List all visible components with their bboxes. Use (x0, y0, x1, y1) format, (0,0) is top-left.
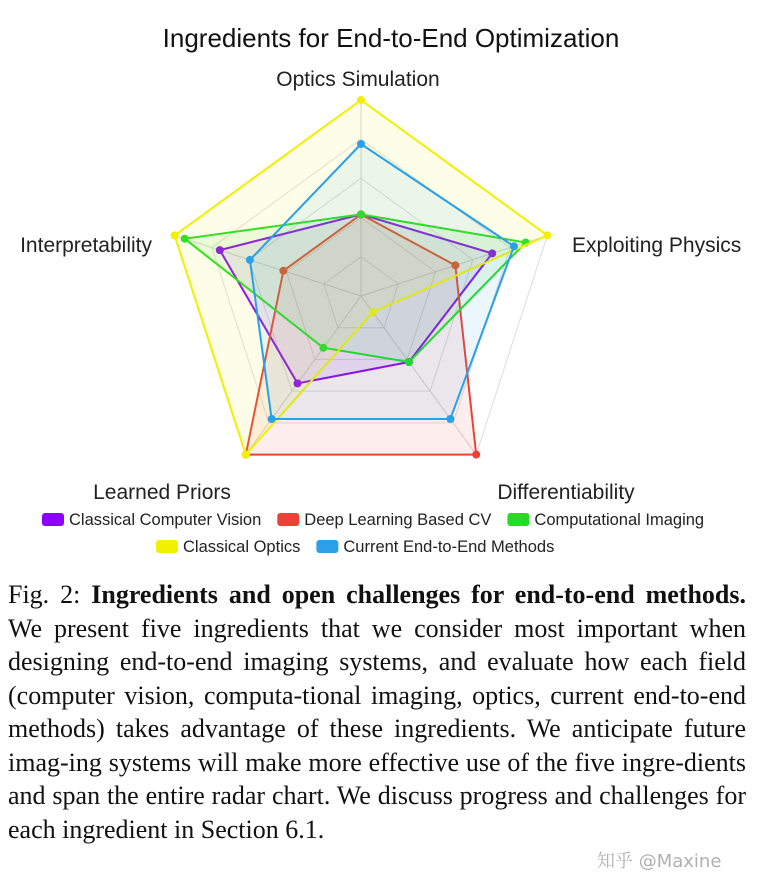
caption-body: We present five ingredients that we consider most important when designing end-to-end imaging systems, and evaluate how each field (computer vision, computa-tional imaging, optics, current end-to-end methods) takes advantage of these ingredients. We anticipate future imag-ing systems will make more effective use of the five ingre-dients and span the entire radar chart. We discuss progress and challenges for each ingredient in Section 6.1. (8, 613, 746, 844)
point-current-end-to-end-methods (357, 140, 365, 148)
legend-label-current-end-to-end-methods: Current End-to-End Methods (343, 538, 555, 556)
legend-swatch-classical-computer-vision (42, 513, 64, 526)
point-current-end-to-end-methods (268, 415, 276, 423)
point-current-end-to-end-methods (246, 256, 254, 264)
legend-label-classical-computer-vision: Classical Computer Vision (69, 511, 262, 529)
watermark: 知乎 @Maxine (597, 851, 722, 872)
axis-label-learned-priors: Learned Priors (93, 481, 231, 504)
legend-swatch-deep-learning-based-cv (277, 513, 299, 526)
legend-swatch-computational-imaging (507, 513, 529, 526)
axis-label-optics-simulation: Optics Simulation (276, 68, 440, 91)
point-current-end-to-end-methods (446, 415, 454, 423)
axis-label-differentiability: Differentiability (497, 481, 635, 504)
point-classical-optics (242, 451, 250, 459)
caption-bold-title: Ingredients and open challenges for end-to-end methods. (91, 580, 746, 609)
point-classical-optics (171, 231, 179, 239)
point-deep-learning-based-cv (472, 451, 480, 459)
point-current-end-to-end-methods (510, 242, 518, 250)
legend-label-classical-optics: Classical Optics (183, 538, 301, 556)
figure-caption (8, 578, 746, 846)
radar-series (171, 96, 552, 459)
legend-label-deep-learning-based-cv: Deep Learning Based CV (304, 511, 492, 529)
caption-fig-label: Fig. 2: (8, 580, 81, 609)
axis-label-exploiting-physics: Exploiting Physics (572, 234, 742, 257)
legend-swatch-current-end-to-end-methods (316, 540, 338, 553)
legend-label-computational-imaging: Computational Imaging (534, 511, 705, 529)
point-classical-optics (543, 231, 551, 239)
chart-legend (42, 511, 704, 556)
axis-label-interpretability: Interpretability (20, 234, 152, 257)
legend-swatch-classical-optics (156, 540, 178, 553)
point-classical-optics (357, 96, 365, 104)
chart-title: Ingredients for End-to-End Optimization (162, 23, 620, 53)
